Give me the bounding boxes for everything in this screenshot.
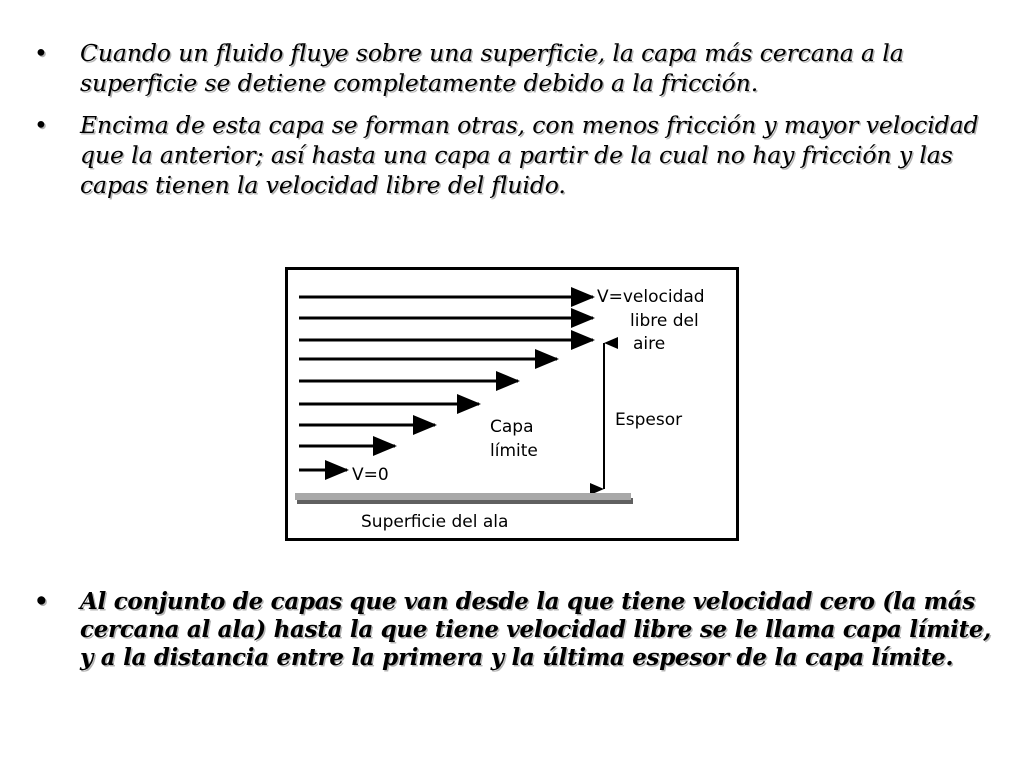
boundary-layer-diagram [285,267,739,541]
bullet-item-3 [28,588,998,672]
term-capa-limite: capa límite [842,616,984,643]
bullet-text-3-part2: , y a la distancia entre la primera y la última [80,616,991,671]
label-boundary-layer-line1: Capa [490,417,534,437]
bullet-item-2 [28,110,998,200]
wing-surface [295,493,633,504]
label-free-velocity-line3: aire [633,334,666,354]
bullet-marker: • [34,111,48,139]
bullet-text-2: Encima de esta capa se forman otras, con menos fricción y mayor velocidad que la anterior; así hasta una capa a partir de la cual no hay fricción y las capas tienen la velocidad libre del fluido. [80,111,979,199]
bullet-text-1: Cuando un fluido fluye sobre una superficie, la capa más cercana a la superficie se detiene completamente debido a la fricción. [80,39,904,97]
bullet-item-1 [28,38,998,98]
label-boundary-layer-line2: límite [490,441,538,461]
label-free-velocity-line2: libre del [630,311,699,331]
bottom-bullet-list [28,588,998,684]
bullet-marker: • [34,39,48,67]
label-zero-velocity: V=0 [352,465,389,485]
label-wing-surface: Superficie del ala [361,512,509,532]
label-thickness: Espesor [615,410,683,430]
bullet-marker: • [34,588,49,615]
label-free-velocity-line1: V=velocidad [597,287,705,307]
boundary-layer-svg [285,267,739,541]
top-bullet-list [28,38,998,212]
term-espesor-capa-limite: espesor de la capa límite. [632,644,954,671]
bullet-text-3-part1: Al conjunto de capas que van desde la que tiene velocidad cero (la más cercana al ala) hasta la que tiene velocidad libre se le llama [80,588,975,643]
